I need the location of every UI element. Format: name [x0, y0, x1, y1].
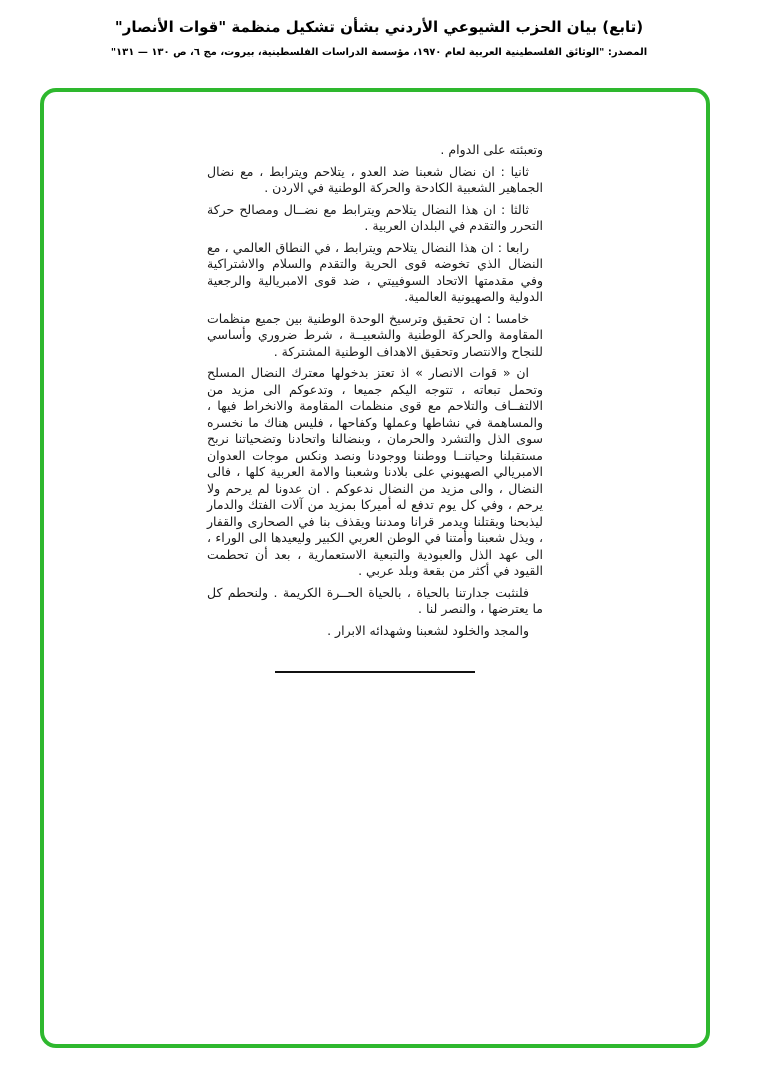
page-title: (تابع) بيان الحزب الشيوعي الأردني بشأن تشكيل منظمة "قوات الأنصار" — [114, 18, 644, 36]
content-frame — [40, 88, 710, 1048]
paragraph: فلنثبت جدارتنا بالحياة ، بالحياة الحــرة الكريمة . ولنحطم كل ما يعترضها ، والنصر لنا . — [207, 584, 543, 616]
paragraph: والمجد والخلود لشعبنا وشهدائه الابرار . — [327, 622, 529, 638]
paragraph: ثالثا : ان هذا النضال يتلاحم ويترابط مع نضــال ومصالح حركة التحرر والتقدم في البلدان العربية . — [207, 201, 543, 233]
divider-line — [275, 671, 475, 673]
paragraph: ثانيا : ان نضال شعبنا ضد العدو ، يتلاحم ويترابط ، مع نضال الجماهير الشعبية الكادحة والحركة الوطنية في الاردن . — [207, 163, 543, 195]
paragraph: وتعبئته على الدوام . — [440, 142, 543, 157]
source-citation: المصدر: "الوثائق الفلسطينية العربية لعام ١٩٧٠، مؤسسة الدراسات الفلسطينية، بيروت، مج ٦، ص ١٣٠ — ١٣١" — [110, 47, 648, 58]
paragraph: ان « قوات الانصار » اذ تعتز بدخولها معترك النضال المسلح وتحمل تبعاته ، تتوجه اليكم جميعا ، وتدعوكم الى مزيد من الالتفــاف والتلاحم مع قوى منظمات المقاومة والانخراط فيها ، والمساهمة في نشاطها وعملها وكفاحها ، فليس هناك ما نخسره سوى الذل والتشرد والحرمان ، وبنضالنا واتحادنا وتضحياتنا نربح مستقبلنا وحياتنــا ووطننا ووجودنا ونصد ونكس موجات العدوان الامبريالي الصهيوني على بلادنا وشعبنا والامة العربية كلها ، فالى النضال ، والى مزيد من النضال ندعوكم . ان عدونا لم يرحم ولا يرحم ، وفي كل يوم تدفع له أميركا بمزيد من آلات الفتك والدمار ليذبحنا ويقتلنا ويدمر قرانا ومدننا ويقذف بنا في الصحارى والقفار ، ويذل شعبنا وأمتنا في الوطن العربي الكبير وليعيدها الى الوراء ، الى عهد الذل والعبودية والتبعية الاستعمارية ، بعد أن تحطمت القيود في أكثر من بقعة وبلد عربي . — [207, 365, 543, 578]
document-body — [207, 142, 543, 673]
paragraph: رابعا : ان هذا النضال يتلاحم ويترابط ، في النطاق العالمي ، مع النضال الذي تخوضه قوى الحرية والتقدم والسلام والاشتراكية وفي مقدمتها الاتحاد السوفييتي ، ضد قوى الامبريالية والرجعية الدولية والصهيونية العالمية. — [207, 239, 543, 304]
paragraph: خامسا : ان تحقيق وترسيخ الوحدة الوطنية بين جميع منظمات المقاومة والحركة الوطنية والشعبيــة ، شرط ضروري وأساسي للنجاح والانتصار وتحقيق الاهداف الوطنية المشتركة . — [207, 310, 543, 359]
